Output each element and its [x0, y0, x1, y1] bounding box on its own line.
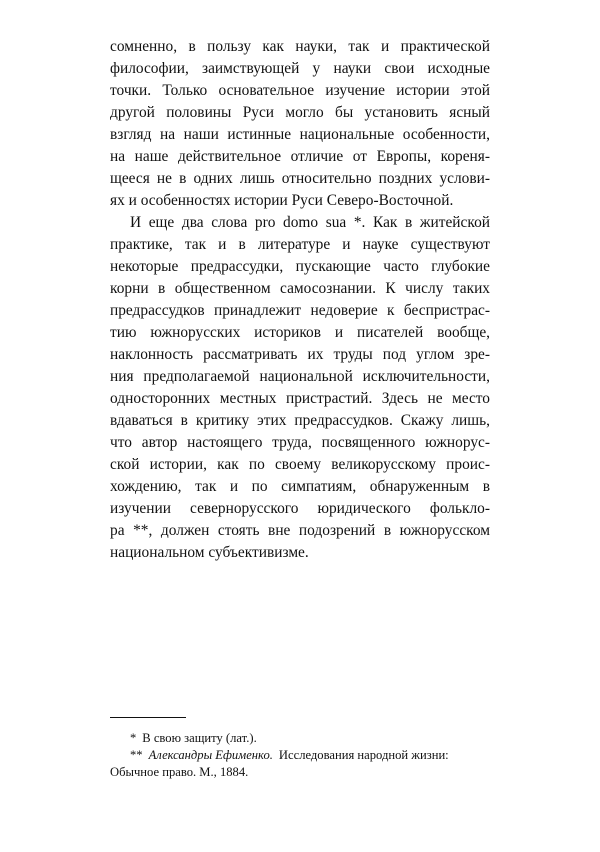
- text-line: практике, так и в литературе и науке существуют: [110, 236, 490, 253]
- text-line: ра **, должен стоять вне подозрений в южнорусском: [110, 522, 490, 539]
- text-line: И еще два слова pro domo sua *. Как в житейской: [130, 214, 490, 231]
- text-line: что автор настоящего труда, посвященного южнорус-: [110, 434, 490, 451]
- text-line: на наше действительное отличие от Европы, кореня-: [110, 148, 490, 165]
- footnote-2-continuation: Обычное право. М., 1884.: [110, 765, 249, 779]
- main-text: [110, 36, 490, 564]
- text-line: другой половины Руси могло бы установить ясный: [110, 104, 490, 121]
- text-line: изучении северноруccкого юридического фолькло-: [110, 500, 490, 517]
- text-line: наклонность рассматривать их труды под углом зре-: [110, 346, 490, 363]
- footnote-text: Исследования народной жизни:: [278, 748, 449, 762]
- footnote-1: [110, 730, 490, 747]
- footnotes: [110, 730, 490, 781]
- text-line: некоторые предрассудки, пускающие часто глубокие: [110, 258, 490, 275]
- footnote-divider: [110, 717, 186, 718]
- text-line: односторонних местных пристрастий. Здесь не место: [110, 390, 490, 407]
- text-line: хождению, так и по симпатиям, обнаруженным в: [110, 478, 490, 495]
- text-line: философии, заимствующей у науки свои исходные: [110, 60, 490, 77]
- footnote-text: В свою защиту (лат.).: [142, 731, 257, 745]
- text-line: предрассудков принадлежит недоверие к беспристрас-: [110, 302, 490, 319]
- text-line: сомненно, в пользу как науки, так и практической: [110, 38, 490, 55]
- text-line: щееся не в одних лишь относительно поздних услови-: [110, 170, 490, 187]
- text-line: корни в общественном самосознании. К числу таких: [110, 280, 490, 297]
- footnote-marker: **: [130, 748, 143, 762]
- text-line: взгляд на наши истинные национальные особенности,: [110, 126, 490, 143]
- text-line: ния предполагаемой национальной исключительности,: [110, 368, 490, 385]
- text-line: точки. Только основательное изучение истории этой: [110, 82, 490, 99]
- text-line: ской истории, как по своему великорусскому проис-: [110, 456, 490, 473]
- footnote-author: Александры Ефименко.: [148, 748, 273, 762]
- text-line: вдаваться в критику этих предрассудков. Скажу лишь,: [110, 412, 490, 429]
- footnote-marker: *: [130, 731, 137, 745]
- text-line: тию южнорусских историков и писателей вообще,: [110, 324, 490, 341]
- text-line: национальном субъективизме.: [110, 544, 309, 561]
- text-line: ях и особенностях истории Руси Северо-Восточной.: [110, 192, 454, 209]
- footnote-2: [110, 747, 490, 764]
